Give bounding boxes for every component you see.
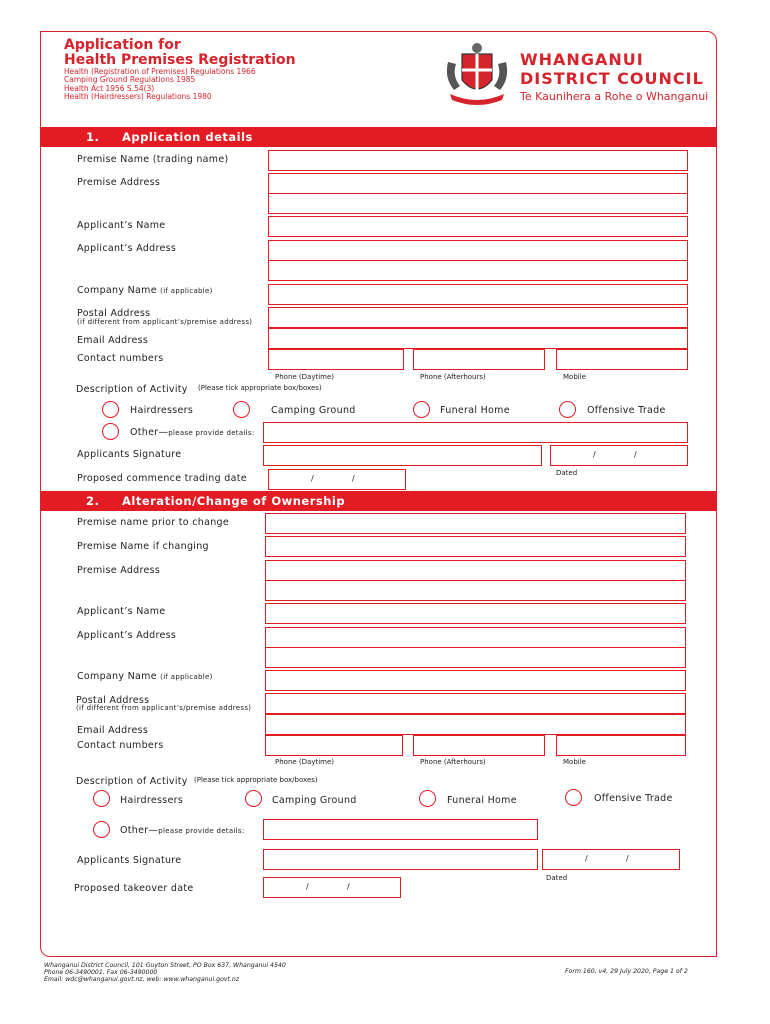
- premise-name-label: Premise Name (trading name): [77, 154, 229, 165]
- company-name-text: Company Name: [77, 285, 157, 296]
- postal-address-input[interactable]: [268, 307, 688, 328]
- phone-daytime-input[interactable]: [265, 735, 403, 756]
- phone-daytime-caption: Phone (Daytime): [275, 373, 335, 381]
- other-text: Other—: [120, 825, 159, 836]
- email-input[interactable]: [268, 328, 688, 349]
- other-text: Other—: [130, 427, 169, 438]
- council-line1: WHANGANUI: [520, 50, 644, 69]
- applicant-name-input[interactable]: [265, 603, 686, 624]
- company-name-input[interactable]: [265, 670, 686, 691]
- other-details-input[interactable]: [263, 819, 538, 840]
- date-separator: /: [634, 450, 637, 459]
- prior-name-label: Premise name prior to change: [77, 517, 230, 528]
- funeral-label: Funeral Home: [440, 405, 510, 416]
- applicant-address-input-2[interactable]: [268, 260, 688, 281]
- premise-address-label: Premise Address: [77, 177, 161, 188]
- mobile-input[interactable]: [556, 349, 688, 370]
- dated-caption: Dated: [556, 469, 578, 477]
- council-line2: DISTRICT COUNCIL: [520, 69, 704, 88]
- date-separator: /: [626, 854, 629, 863]
- section-title: Alteration/Change of Ownership: [122, 494, 346, 508]
- offensive-checkbox[interactable]: [559, 401, 576, 418]
- footer-phone: Phone 06-3490001, Fax 06-3490000: [44, 969, 158, 976]
- mobile-caption: Mobile: [563, 373, 586, 381]
- regulation-item: Health (Hairdressers) Regulations 1980: [64, 92, 212, 102]
- premise-address-input-1[interactable]: [268, 173, 688, 194]
- applicant-name-label: Applicant’s Name: [77, 606, 166, 617]
- description-label: Description of Activity: [76, 776, 188, 787]
- if-applicable-note: (if applicable): [160, 673, 213, 681]
- other-details-input[interactable]: [263, 422, 688, 443]
- premise-address-input-2[interactable]: [265, 580, 686, 601]
- description-label: Description of Activity: [76, 384, 188, 395]
- phone-daytime-input[interactable]: [268, 349, 404, 370]
- commence-date-input[interactable]: [268, 469, 406, 490]
- other-note: please provide details:: [168, 429, 255, 437]
- offensive-checkbox[interactable]: [565, 789, 582, 806]
- other-note: please provide details:: [158, 827, 245, 835]
- premise-address-label: Premise Address: [77, 565, 161, 576]
- signature-date-input[interactable]: [550, 445, 688, 466]
- dated-caption: Dated: [546, 874, 568, 882]
- email-label: Email Address: [77, 335, 149, 346]
- date-separator: /: [585, 854, 588, 863]
- tick-note: (Please tick appropriate box/boxes): [198, 384, 322, 392]
- applicant-name-input[interactable]: [268, 216, 688, 237]
- section-number: 1.: [86, 130, 100, 144]
- email-input[interactable]: [265, 714, 686, 735]
- section-2-header: [40, 491, 717, 511]
- other-checkbox[interactable]: [102, 423, 119, 440]
- title-line1: Application for: [64, 37, 181, 53]
- applicant-address-input-1[interactable]: [268, 240, 688, 261]
- applicant-address-input-2[interactable]: [265, 647, 686, 668]
- applicant-address-label: Applicant’s Address: [77, 243, 177, 254]
- company-name-text: Company Name: [77, 671, 157, 682]
- regulation-item: Camping Ground Regulations 1985: [64, 75, 196, 85]
- premise-address-input-1[interactable]: [265, 560, 686, 581]
- prior-name-input[interactable]: [265, 513, 686, 534]
- hairdressers-checkbox[interactable]: [93, 790, 110, 807]
- premise-name-input[interactable]: [268, 150, 688, 171]
- takeover-date-input[interactable]: [263, 877, 401, 898]
- signature-input[interactable]: [263, 849, 538, 870]
- form-title: [64, 38, 296, 68]
- hairdressers-label: Hairdressers: [120, 795, 184, 806]
- regulation-item: Health Act 1956 S.54(3): [64, 83, 155, 93]
- footer-address: Whanganui District Council, 101 Guyton Street, PO Box 637, Whanganui 4540: [44, 962, 286, 969]
- section-number: 2.: [86, 494, 100, 508]
- council-maori-name: Te Kaunihera a Rohe o Whanganui: [520, 90, 709, 103]
- phone-daytime-caption: Phone (Daytime): [275, 758, 335, 766]
- signature-label: Applicants Signature: [77, 449, 182, 460]
- company-name-label: [77, 671, 213, 682]
- footer-email: Email: wdc@whanganui.govt.nz, web: www.whanganui.govt.nz: [44, 976, 240, 983]
- postal-address-note: (if different from applicant’s/premise address): [77, 318, 253, 326]
- offensive-label: Offensive Trade: [587, 405, 666, 416]
- takeover-date-label: Proposed takeover date: [74, 883, 194, 894]
- camping-checkbox[interactable]: [233, 401, 250, 418]
- funeral-checkbox[interactable]: [419, 790, 436, 807]
- if-changing-label: Premise Name if changing: [77, 541, 209, 552]
- regulation-item: Health (Registration of Premises) Regulations 1966: [64, 67, 256, 76]
- section-title: Application details: [122, 130, 253, 144]
- offensive-label: Offensive Trade: [594, 793, 673, 804]
- hairdressers-checkbox[interactable]: [102, 401, 119, 418]
- postal-address-label: Postal Address: [77, 308, 151, 319]
- contact-numbers-label: Contact numbers: [77, 353, 164, 364]
- funeral-checkbox[interactable]: [413, 401, 430, 418]
- date-separator: /: [352, 474, 355, 483]
- camping-label: Camping Ground: [272, 795, 357, 806]
- if-applicable-note: (if applicable): [160, 287, 213, 295]
- applicant-address-label: Applicant’s Address: [77, 630, 177, 641]
- hairdressers-label: Hairdressers: [130, 405, 194, 416]
- other-checkbox[interactable]: [93, 821, 110, 838]
- footer-contact: [44, 962, 286, 983]
- camping-label: Camping Ground: [271, 405, 356, 416]
- postal-address-input[interactable]: [265, 693, 686, 714]
- postal-address-note: (if different from applicant’s/premise address): [76, 704, 252, 712]
- mobile-caption: Mobile: [563, 758, 586, 766]
- email-label: Email Address: [77, 725, 149, 736]
- phone-afterhours-input[interactable]: [413, 349, 545, 370]
- date-separator: /: [347, 882, 350, 891]
- phone-afterhours-caption: Phone (Afterhours): [420, 373, 486, 381]
- phone-afterhours-input[interactable]: [413, 735, 545, 756]
- other-label: [130, 427, 255, 438]
- if-changing-input[interactable]: [265, 536, 686, 557]
- contact-numbers-label: Contact numbers: [77, 740, 164, 751]
- camping-checkbox[interactable]: [245, 790, 262, 807]
- section-1-header: [40, 127, 717, 147]
- applicant-name-label: Applicant’s Name: [77, 220, 166, 231]
- premise-address-input-2[interactable]: [268, 193, 688, 214]
- signature-label: Applicants Signature: [77, 855, 182, 866]
- form-version: Form 160, v4, 29 July 2020, Page 1 of 2: [565, 968, 688, 975]
- company-name-input[interactable]: [268, 284, 688, 305]
- tick-note: (Please tick appropriate box/boxes): [194, 776, 318, 784]
- date-separator: /: [311, 474, 314, 483]
- funeral-label: Funeral Home: [447, 795, 517, 806]
- title-line2: Health Premises Registration: [64, 52, 296, 68]
- commence-date-label: Proposed commence trading date: [77, 473, 247, 484]
- coat-of-arms-logo: [440, 40, 514, 106]
- signature-input[interactable]: [263, 445, 542, 466]
- postal-address-label: Postal Address: [76, 695, 150, 706]
- council-name: [520, 50, 708, 104]
- date-separator: /: [306, 882, 309, 891]
- applicant-address-input-1[interactable]: [265, 627, 686, 648]
- phone-afterhours-caption: Phone (Afterhours): [420, 758, 486, 766]
- regulations-list: [64, 68, 256, 102]
- date-separator: /: [593, 450, 596, 459]
- signature-date-input[interactable]: [542, 849, 680, 870]
- mobile-input[interactable]: [556, 735, 686, 756]
- company-name-label: [77, 285, 213, 296]
- other-label: [120, 825, 245, 836]
